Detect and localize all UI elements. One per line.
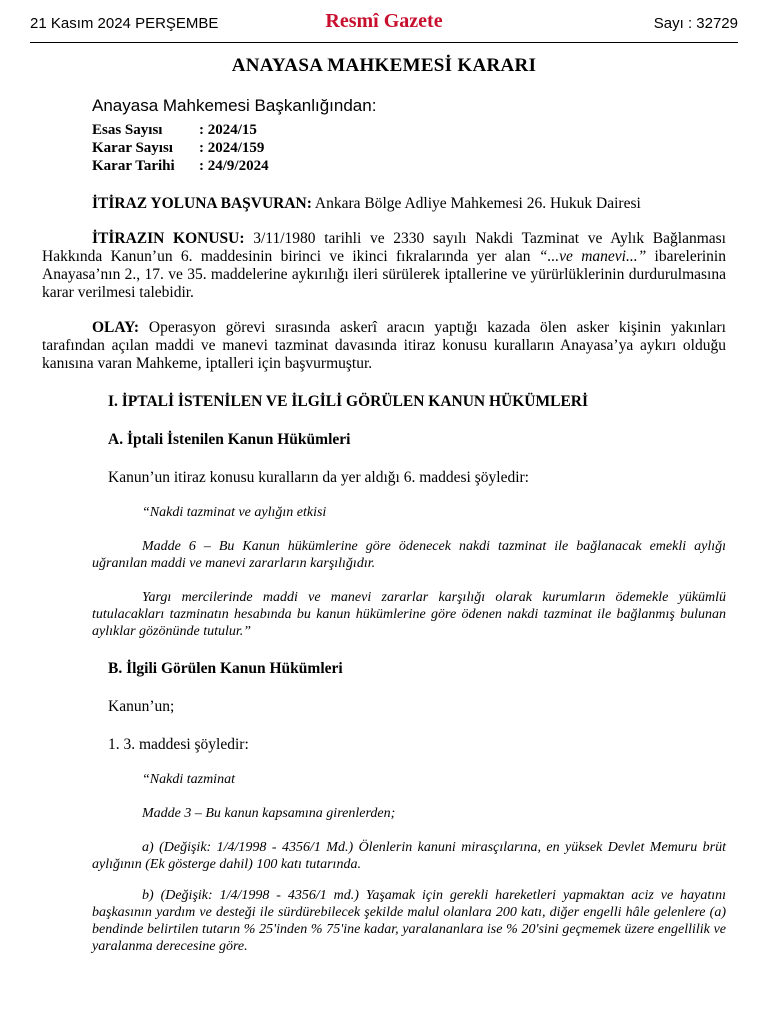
meta-label: Esas Sayısı [92,122,163,138]
event-paragraph [42,319,726,373]
meta-value: : 2024/159 [199,140,265,156]
applicant-text: Ankara Bölge Adliye Mahkemesi 26. Hukuk Dairesi [311,195,641,212]
quote-paragraph: a) (Değişik: 1/4/1998 - 4356/1 Md.) Ölenlerin kanuni mirasçılarına, en yüksek Devlet Memuru brüt aylığının (Ek gösterge dahil) 100 katı tutarında. [92,840,726,872]
subsection-heading-a: A. İptali İstenilen Kanun Hükümleri [108,431,351,448]
applicant-label: İTİRAZ YOLUNA BAŞVURAN: [92,195,312,212]
applicant-paragraph [42,195,726,213]
meta-value: : 24/9/2024 [199,158,269,174]
list-item: 1. 3. maddesi şöyledir: [108,736,249,753]
subsection-heading-b: B. İlgili Görülen Kanun Hükümleri [108,660,343,677]
publication-date: 21 Kasım 2024 PERŞEMBE [30,15,219,32]
quote-paragraph: Madde 6 – Bu Kanun hükümlerine göre ödenecek nakdi tazminat ile bağlanacak emekli aylığı uğranılan maddi ve manevi zararların karşılığıdır. [92,539,726,571]
quote-paragraph: Madde 3 – Bu kanun kapsamına girenlerden; [142,806,396,821]
subject-text: 3/11/1980 tarihli ve 2330 sayılı Nakdi Tazminat ve Aylık Bağlanması Hakkında Kanun’un 6. maddesinin birinci ve ikinci fıkralarında yer alan [42,230,726,265]
meta-value: : 2024/15 [199,122,257,138]
intro-text-b: Kanun’un; [108,698,175,715]
meta-row-esas [92,121,726,139]
event-label: OLAY: [92,319,140,336]
event-text: Operasyon görevi sırasında askerî aracın yaptığı kazada ölen asker kişinin yakınları tarafından açılan maddi ve manevi tazminat davasında itiraz konusu kuralların Anayasa’ya aykırı olduğu kanısına varan Mahkeme, iptalleri için başvurmuştur. [42,319,726,372]
header-divider [30,42,738,43]
meta-row-karar [92,139,726,157]
page-header [0,0,768,44]
issue-number: Sayı : 32729 [653,15,738,32]
subject-quoted-phrase: “...ve manevi...” [538,248,647,265]
intro-text-a: Kanun’un itiraz konusu kuralların da yer aldığı 6. maddesi şöyledir: [108,469,529,486]
quote-title-b: “Nakdi tazminat [142,772,235,787]
meta-label: Karar Tarihi [92,158,175,174]
quote-paragraph: b) (Değişik: 1/4/1998 - 4356/1 md.) Yaşamak için gerekli hareketleri yapmaktan aciz ve hayatını başkasının yardım ve desteği ile sürdürebilecek şekilde malul olanlara 200 katı, diğer engelli hâle gelenlere (a) bendinde belirtilen tutarın % 25'inden % 75'ine kadar, yaralananlara ise % 20'sini geçmemek üzere engellilik ve yaralanma derecesine göre. [92,888,726,954]
subject-paragraph [42,230,726,302]
subject-text-cont: ibarelerinin Anayasa’nın 2., 17. ve 35. maddelerine aykırılığı ileri sürülerek iptallerine ve yürürlüklerinin durdurulmasına karar verilmesi talebidir. [42,248,726,301]
meta-row-tarih [92,157,726,175]
case-metadata [92,121,726,175]
gazette-name: Resmî Gazete [325,10,443,32]
issuing-authority: Anayasa Mahkemesi Başkanlığından: [92,96,377,115]
document-title: ANAYASA MAHKEMESİ KARARI [231,55,537,76]
quote-title-a: “Nakdi tazminat ve aylığın etkisi [142,505,327,520]
quote-paragraph: Yargı mercilerinde maddi ve manevi zararlar karşılığı olarak kurumların ödemekle yükümlü tutulacakları tazminatın hesabında bu kanun hükümlerine göre ödenen nakdi tazminat ile bağlanmış bulunan aylıklar gözönünde tutulur.” [92,590,726,639]
section-heading: I. İPTALİ İSTENİLEN VE İLGİLİ GÖRÜLEN KANUN HÜKÜMLERİ [108,393,589,410]
subject-label: İTİRAZIN KONUSU: [92,230,245,247]
document-body [42,52,726,955]
meta-label: Karar Sayısı [92,140,173,156]
